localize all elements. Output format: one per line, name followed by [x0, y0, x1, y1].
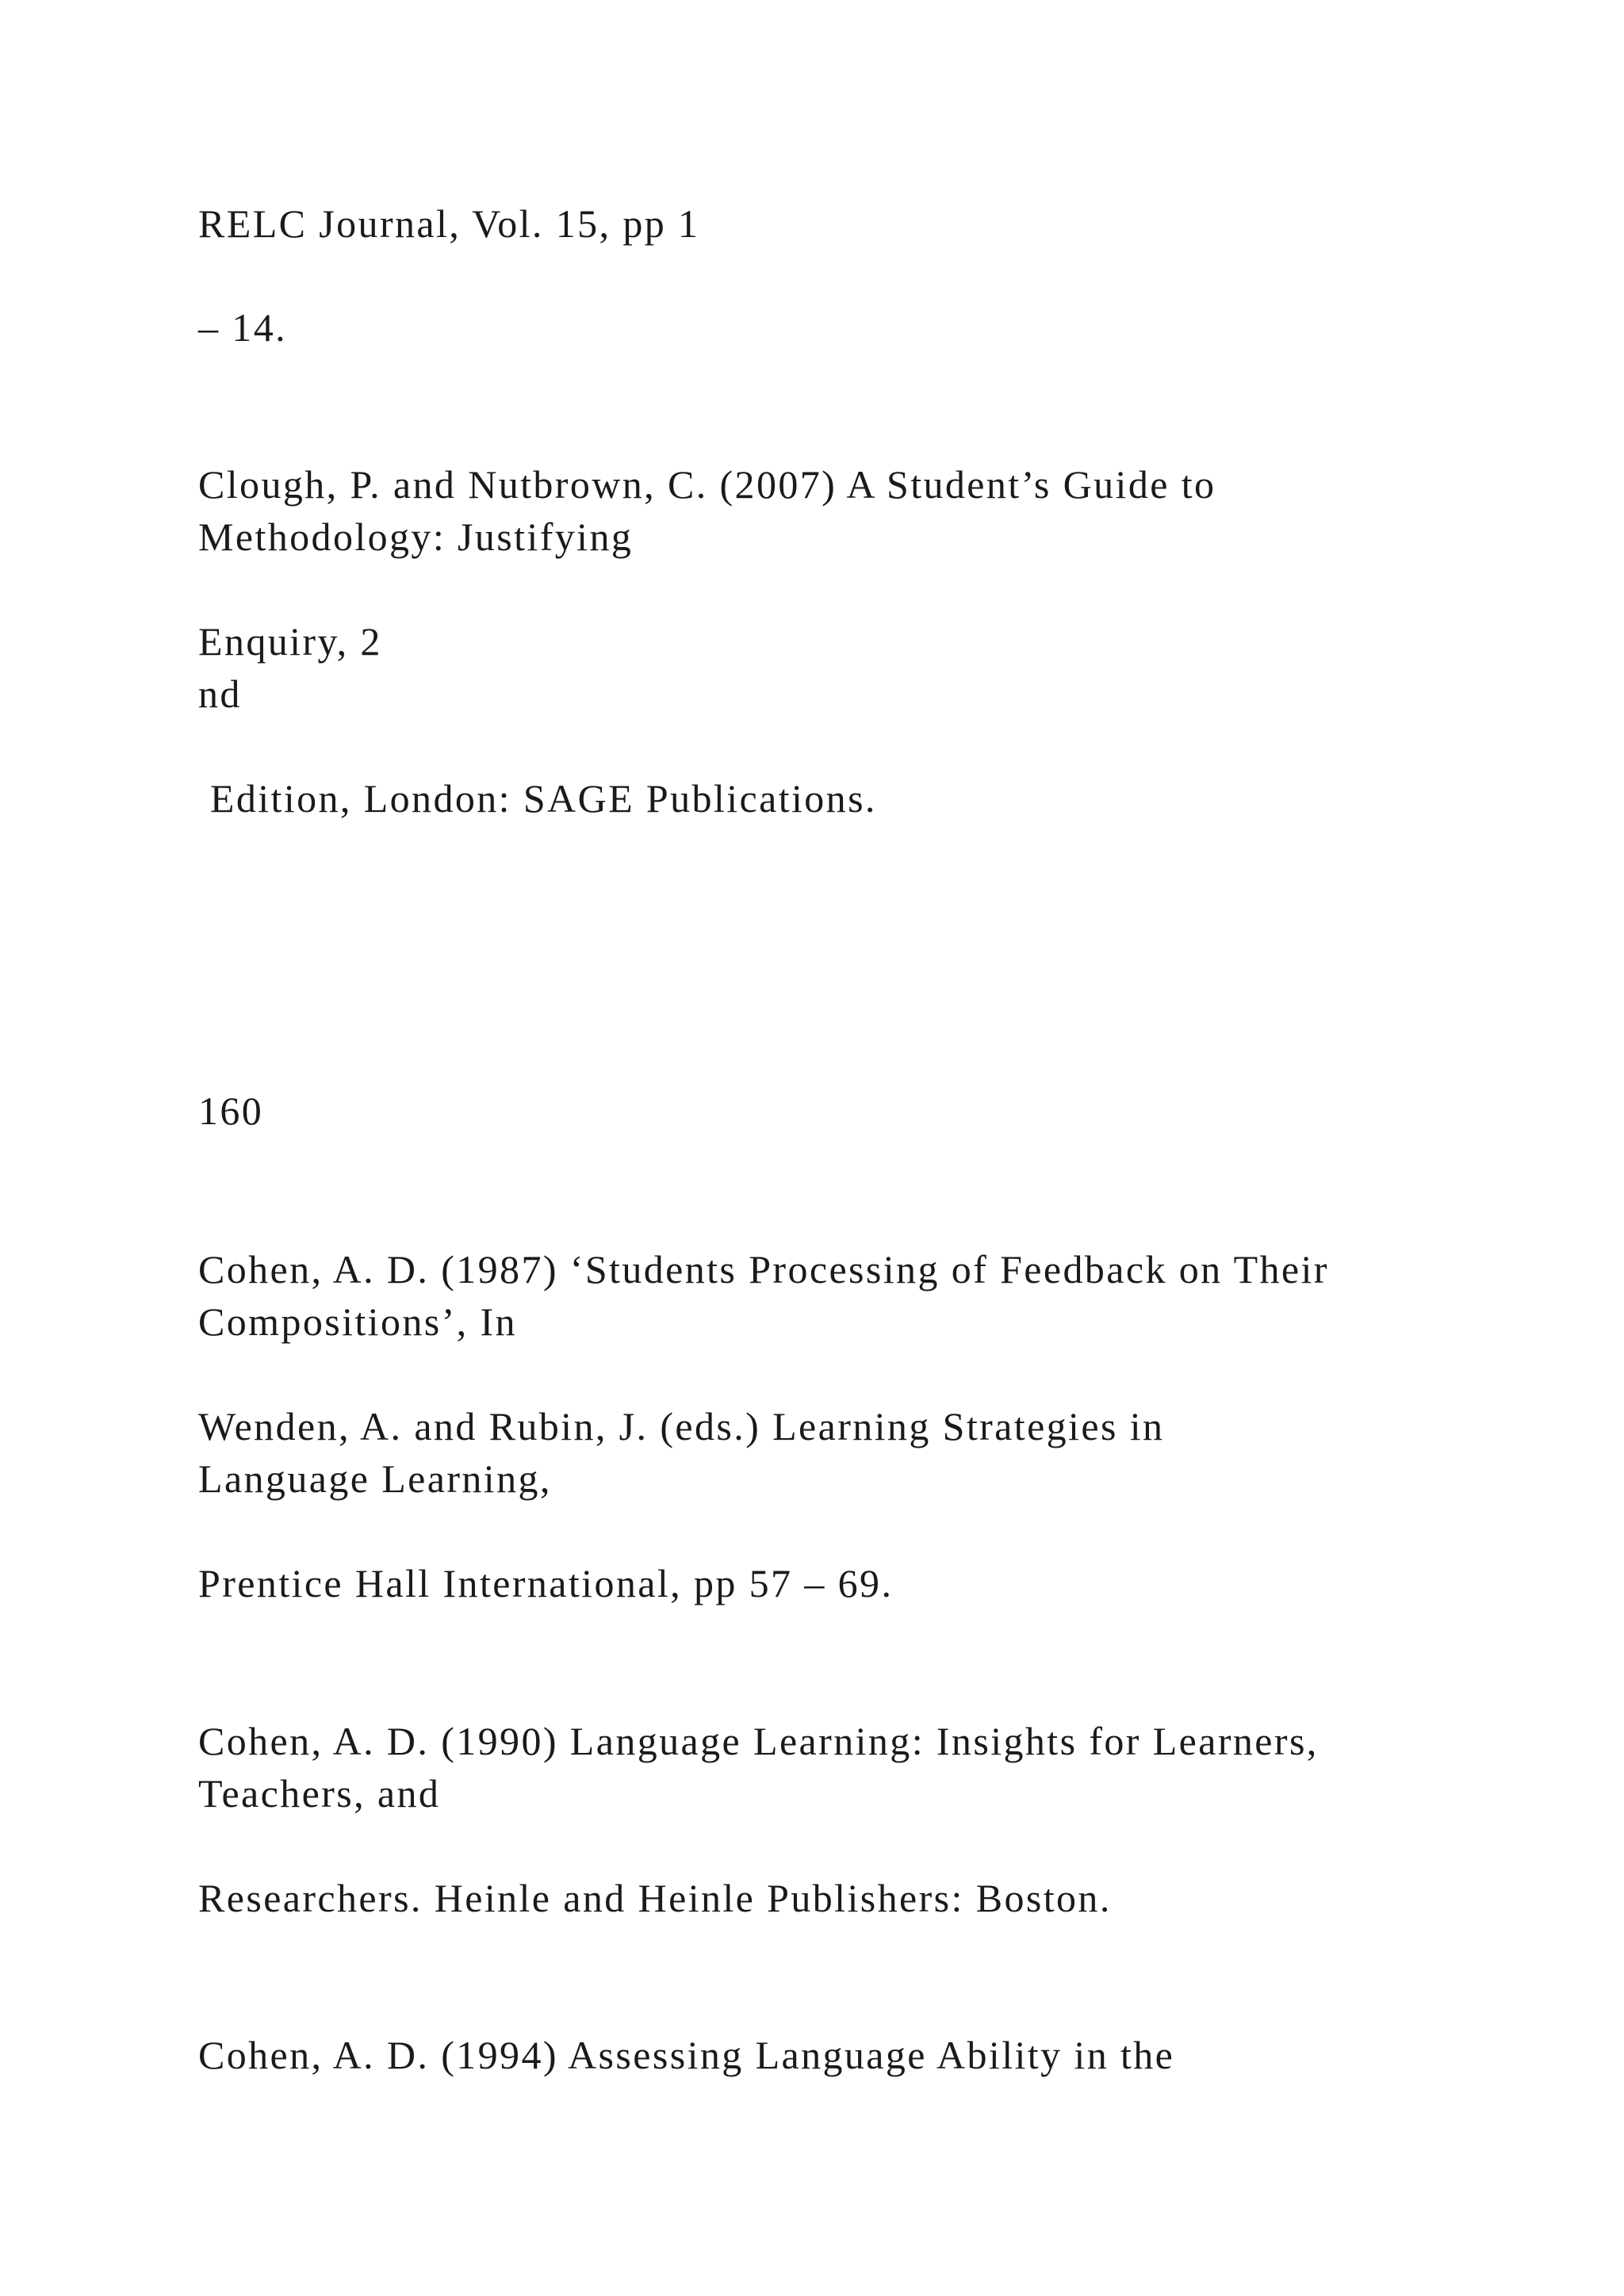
reference-line: – 14.: [198, 305, 287, 350]
reference-line: Cohen, A. D. (1994) Assessing Language Ability in the: [198, 2033, 1175, 2077]
reference-line: Language Learning,: [198, 1456, 552, 1501]
reference-line: Enquiry, 2: [198, 619, 382, 664]
reference-line: Compositions’, In: [198, 1299, 517, 1344]
reference-line: Clough, P. and Nutbrown, C. (2007) A Student’s Guide to: [198, 462, 1216, 507]
reference-line: Cohen, A. D. (1987) ‘Students Processing of Feedback on Their: [198, 1247, 1329, 1292]
page-number: 160: [198, 1089, 264, 1133]
reference-line: Edition, London: SAGE Publications.: [198, 776, 877, 821]
reference-line: Cohen, A. D. (1990) Language Learning: Insights for Learners,: [198, 1719, 1319, 1763]
reference-line: Teachers, and: [198, 1771, 441, 1816]
reference-line: Prentice Hall International, pp 57 – 69.: [198, 1561, 894, 1605]
reference-line: Researchers. Heinle and Heinle Publishers: Boston.: [198, 1876, 1112, 1920]
reference-line: nd: [198, 672, 242, 716]
reference-line: Wenden, A. and Rubin, J. (eds.) Learning Strategies in: [198, 1404, 1165, 1448]
reference-line: RELC Journal, Vol. 15, pp 1: [198, 201, 700, 246]
reference-line: Methodology: Justifying: [198, 515, 634, 559]
